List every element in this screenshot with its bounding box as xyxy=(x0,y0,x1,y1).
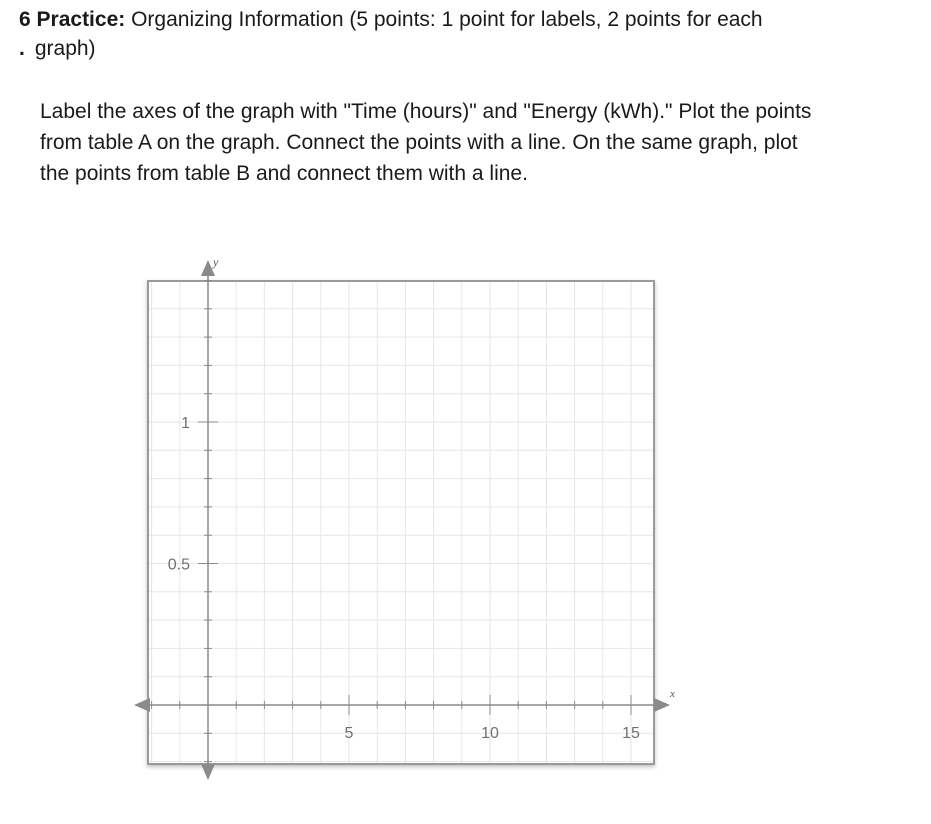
question-title-continuation xyxy=(19,34,96,63)
x-tick-label: 5 xyxy=(344,725,354,742)
question-title-line1: Organizing Information (5 points: 1 point for labels, 2 points for each xyxy=(131,8,763,31)
x-axis-arrow-left xyxy=(134,698,150,712)
x-axis-arrow-right xyxy=(654,698,670,712)
question-bullet: . xyxy=(19,37,25,60)
question-title-line2: graph) xyxy=(34,37,96,60)
question-header xyxy=(19,5,899,60)
instructions-line-2: from table A on the graph. Connect the points with a line. On the same graph, plot xyxy=(40,131,798,154)
coordinate-graph[interactable] xyxy=(120,250,690,790)
y-axis-arrow-down xyxy=(201,764,215,780)
instructions-line-1: Label the axes of the graph with "Time (hours)" and "Energy (kWh)." Plot the points xyxy=(40,100,812,123)
question-number: 6 xyxy=(19,8,31,31)
question-label: Practice: xyxy=(36,8,126,31)
x-tick-label: 10 xyxy=(481,725,499,742)
y-tick-label: 1 xyxy=(181,415,190,432)
x-axis-label: x xyxy=(670,688,675,700)
instructions-line-3: the points from table B and connect them with a line. xyxy=(40,162,528,185)
y-tick-label: 0.5 xyxy=(167,556,190,574)
instructions xyxy=(40,96,900,189)
x-tick-label: 15 xyxy=(622,725,640,742)
graph-frame xyxy=(148,281,654,764)
graph-container[interactable] xyxy=(120,250,690,790)
y-axis-label: y xyxy=(213,255,219,269)
